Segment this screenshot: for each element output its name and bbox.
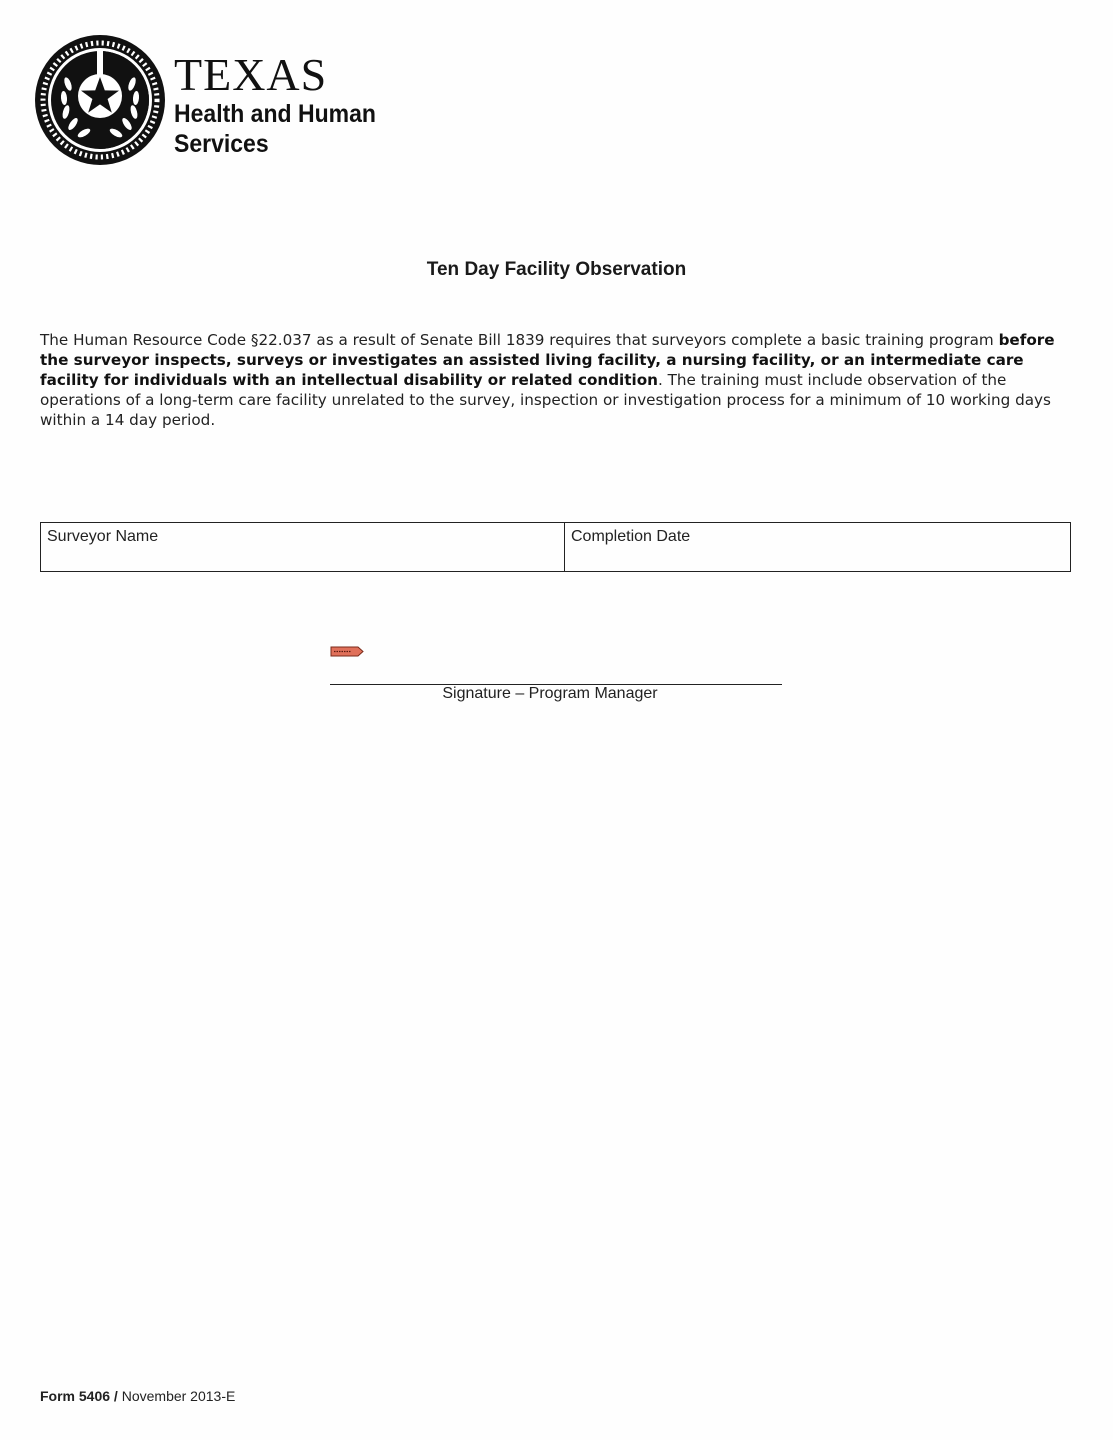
- org-name-line2: Health and Human: [174, 100, 376, 128]
- intro-text-part1: The Human Resource Code §22.037 as a result of Senate Bill 1839 requires that surveyors complete a basic training program: [40, 331, 999, 349]
- surveyor-name-label: Surveyor Name: [47, 528, 159, 545]
- intro-text-bold: before the surveyor inspects, surveys or investigates an assisted living facility, a nursing facility, or an intermediate care facility for individuals with an intellectual disability or related condition: [40, 331, 1055, 389]
- completion-date-cell: [565, 523, 1070, 571]
- intro-paragraph: [40, 330, 1070, 430]
- surveyor-name-cell: [41, 523, 565, 571]
- completion-date-input[interactable]: [571, 548, 1064, 568]
- org-name-texas: TEXAS: [174, 49, 328, 100]
- form-fields-table: [40, 522, 1071, 572]
- org-name-line3: Services: [174, 130, 269, 158]
- sign-here-flag-icon[interactable]: [330, 646, 364, 657]
- org-wordmark: [174, 49, 393, 158]
- form-footer: [40, 1388, 235, 1404]
- completion-date-label: Completion Date: [571, 528, 691, 545]
- signature-label: Signature – Program Manager: [442, 685, 658, 702]
- texas-hhs-seal-logo: [34, 34, 166, 166]
- surveyor-name-input[interactable]: [47, 548, 558, 568]
- intro-text-part2: . The training must include observation of the operations of a long-term care facility unrelated to the survey, inspection or investigation process for a minimum of 10 working days within a 14 day period.: [40, 371, 1051, 429]
- page-title: Ten Day Facility Observation: [426, 259, 687, 280]
- form-number: Form 5406 /: [40, 1388, 118, 1404]
- form-date: November 2013-E: [117, 1388, 236, 1404]
